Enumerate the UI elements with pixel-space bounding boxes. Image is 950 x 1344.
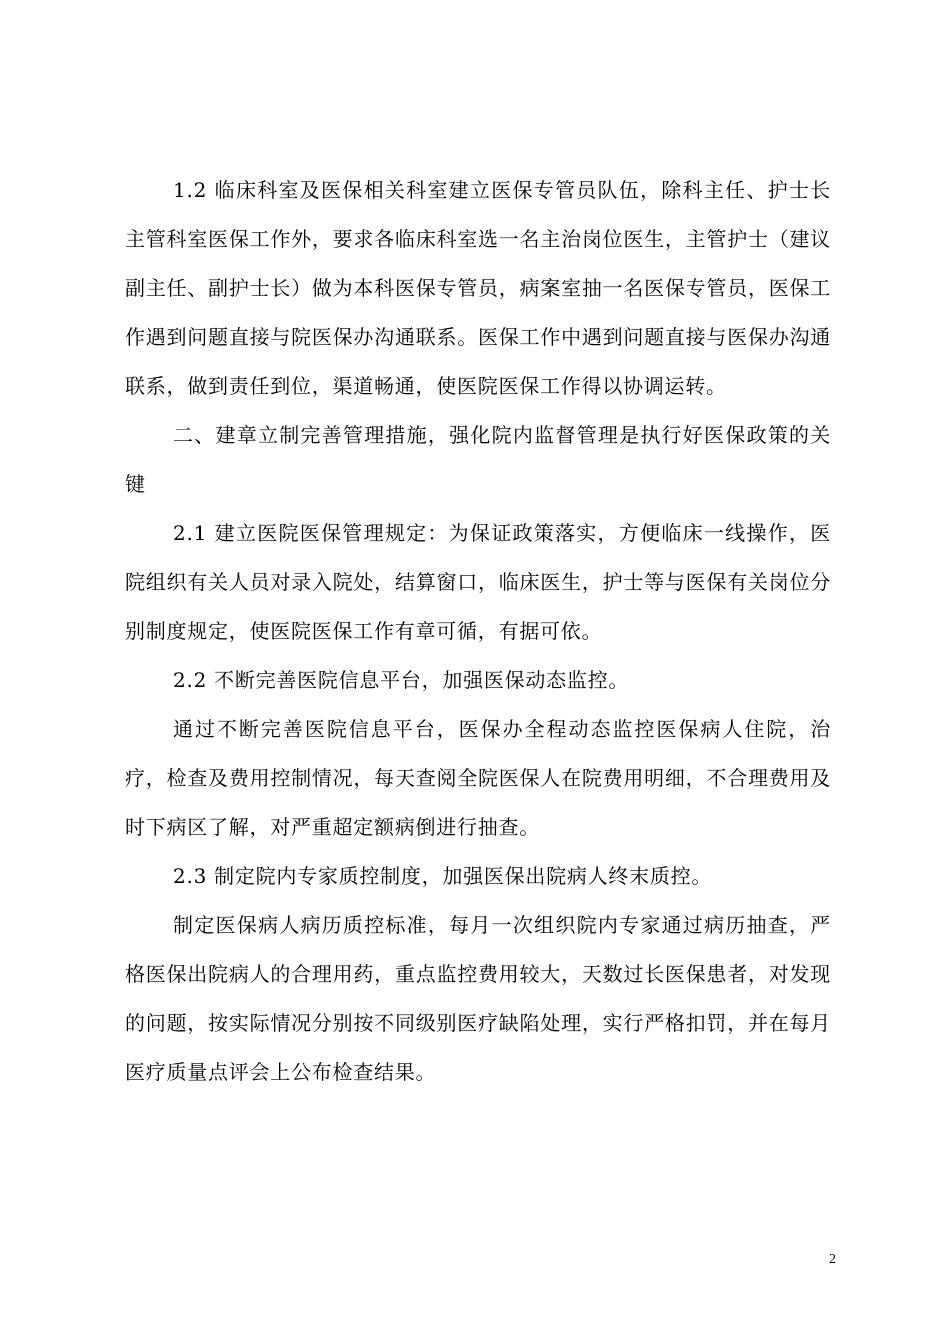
page-number: 2 (829, 1252, 836, 1267)
paragraph-2-1-regulations: 2.1 建立医院医保管理规定：为保证政策落实，方便临床一线操作，医院组织有关人员对录入院处，结算窗口，临床医生，护士等与医保有关岗位分别制度规定，使医院医保工作有章可循，有据可依。 (125, 521, 831, 643)
paragraph-2-3-heading: 2.3 制定院内专家质控制度，加强医保出院病人终末质控。 (173, 864, 713, 888)
paragraph-2-2-body: 通过不断完善医院信息平台，医保办全程动态监控医保病人住院，治疗，检查及费用控制情况，每天查阅全院医保人在院费用明细，不合理费用及时下病区了解，对严重超定额病倒进行抽查。 (125, 717, 831, 839)
paragraph-2-2-heading: 2.2 不断完善医院信息平台，加强医保动态监控。 (173, 668, 630, 692)
document-body (125, 166, 831, 1097)
section-heading-2: 二、建章立制完善管理措施，强化院内监督管理是执行好医保政策的关键 (125, 423, 831, 496)
paragraph-2-3-body: 制定医保病人病历质控标准，每月一次组织院内专家通过病历抽查，严格医保出院病人的合理用药，重点监控费用较大，天数过长医保患者，对发现的问题，按实际情况分别按不同级别医疗缺陷处理，实行严格扣罚，并在每月医疗质量点评会上公布检查结果。 (125, 913, 831, 1084)
paragraph-1-2-staffing: 1.2 临床科室及医保相关科室建立医保专管员队伍，除科主任、护士长主管科室医保工作外，要求各临床科室选一名主治岗位医生，主管护士（建议副主任、副护士长）做为本科医保专管员，病案室抽一名医保专管员，医保工作遇到问题直接与院医保办沟通联系。医保工作中遇到问题直接与医保办沟通联系，做到责任到位，渠道畅通，使医院医保工作得以协调运转。 (125, 178, 831, 398)
